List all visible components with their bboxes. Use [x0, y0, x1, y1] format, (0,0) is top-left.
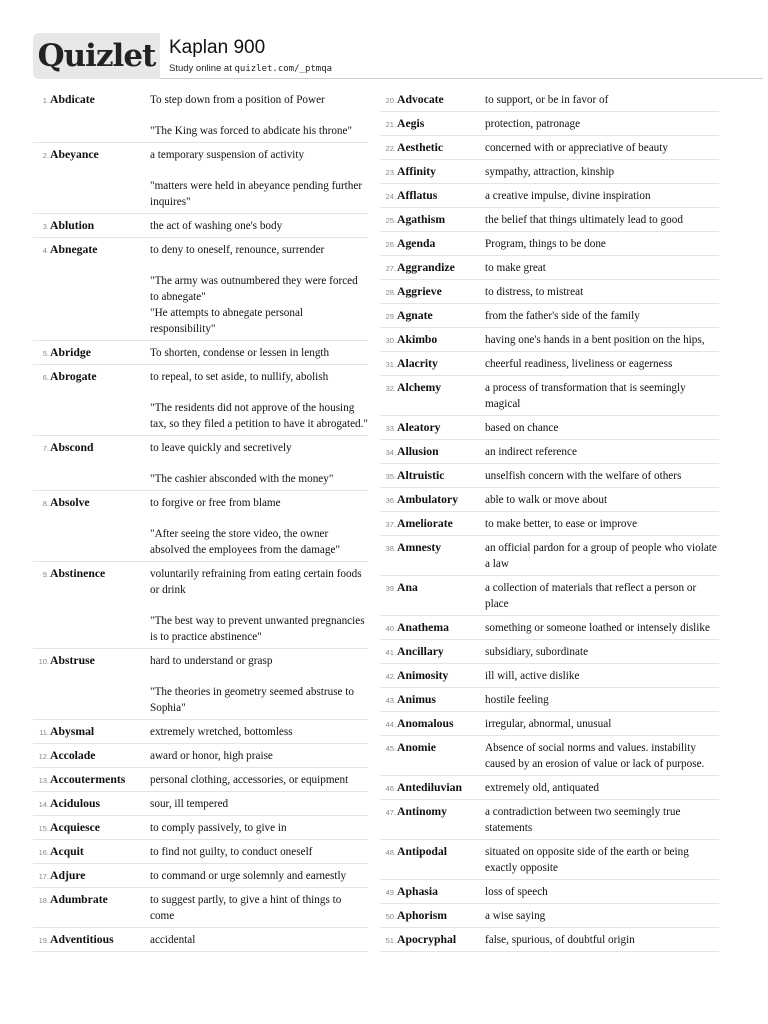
entry-definition: [150, 820, 368, 836]
definition-text: to deny to oneself, renounce, surrender: [150, 244, 325, 256]
definition-text: subsidiary, subordinate: [485, 646, 589, 658]
entry-number: 48.: [385, 848, 396, 857]
vocab-entry: [380, 488, 719, 512]
definition-text: To shorten, condense or lessen in length: [150, 347, 330, 359]
definition-text: from the father's side of the family: [485, 310, 640, 322]
vocab-entry: [380, 928, 719, 952]
definition-text: having one's hands in a bent position on the hips,: [485, 334, 705, 346]
example-sentence: "The residents did not approve of the housing tax, so they filed a petition to have it abrogated.": [150, 402, 368, 430]
entry-number: 15.: [38, 824, 49, 833]
entry-definition: [150, 92, 368, 139]
entry-term: Ablution: [50, 219, 95, 232]
entry-number: 37.: [385, 520, 396, 529]
vocab-entry: [380, 904, 719, 928]
entry-definition: [485, 844, 719, 876]
entry-definition: [485, 332, 719, 348]
set-title: Kaplan 900: [169, 37, 266, 58]
entry-term: Aphasia: [397, 885, 438, 898]
entry-number: 23.: [385, 168, 396, 177]
vocab-entry: [380, 840, 719, 880]
example-sentence: "The theories in geometry seemed abstruse to Sophia": [150, 686, 355, 714]
vocab-entry: [33, 816, 368, 840]
entry-definition: [485, 908, 719, 924]
entry-definition: [485, 932, 719, 948]
entry-number: 41.: [385, 648, 396, 657]
entry-definition: [150, 369, 368, 432]
entry-number: 21.: [385, 120, 396, 129]
entry-number: 29.: [385, 312, 396, 321]
definition-text: the act of washing one's body: [150, 220, 283, 232]
definition-text: Absence of social norms and values. instability caused by an erosion of value or lack of purpose.: [485, 742, 705, 770]
definition-text: a process of transformation that is seemingly magical: [485, 382, 686, 410]
example-sentence: "The King was forced to abdicate his throne": [150, 125, 353, 137]
entry-number: 7.: [42, 444, 49, 453]
entry-definition: [485, 92, 719, 108]
entry-definition: [485, 356, 719, 372]
vocab-entry: [33, 88, 368, 143]
definition-text: false, spurious, of doubtful origin: [485, 934, 635, 946]
vocab-entry: [380, 136, 719, 160]
set-subtitle: [169, 63, 332, 74]
entry-term: Ana: [397, 581, 418, 594]
entry-definition: [485, 444, 719, 460]
entry-number: 25.: [385, 216, 396, 225]
definition-text: loss of speech: [485, 886, 548, 898]
entry-term: Abstruse: [50, 654, 95, 667]
entry-number: 51.: [385, 936, 396, 945]
vocab-entry: [380, 512, 719, 536]
example-sentence: "The cashier absconded with the money": [150, 473, 334, 485]
definition-text: concerned with or appreciative of beauty: [485, 142, 668, 154]
entry-definition: [485, 116, 719, 132]
vocab-entry: [33, 720, 368, 744]
quizlet-logo: [33, 33, 160, 79]
entry-term: Abstinence: [50, 567, 106, 580]
entry-term: Agnate: [397, 309, 433, 322]
entry-term: Akimbo: [397, 333, 438, 346]
entry-definition: [485, 284, 719, 300]
entry-number: 50.: [385, 912, 396, 921]
entry-definition: [150, 653, 368, 716]
vocab-entry: [33, 491, 368, 562]
definition-text: Program, things to be done: [485, 238, 606, 250]
entry-definition: [485, 188, 719, 204]
right-column: [380, 88, 719, 952]
entry-term: Aegis: [397, 117, 425, 130]
definition-text: situated on opposite side of the earth or being exactly opposite: [485, 846, 689, 874]
entry-term: Adjure: [50, 869, 86, 882]
entry-number: 9.: [42, 570, 49, 579]
definition-text: unselfish concern with the welfare of others: [485, 470, 682, 482]
definition-text: sour, ill tempered: [150, 798, 229, 810]
definition-text: to find not guilty, to conduct oneself: [150, 846, 313, 858]
definition-text: a collection of materials that reflect a person or place: [485, 582, 697, 610]
vocab-entry: [33, 744, 368, 768]
entry-definition: [150, 242, 368, 337]
definition-text: a wise saying: [485, 910, 546, 922]
definition-text: to leave quickly and secretively: [150, 442, 292, 454]
vocab-entry: [33, 436, 368, 491]
entry-definition: [485, 164, 719, 180]
entry-number: 35.: [385, 472, 396, 481]
entry-definition: [485, 260, 719, 276]
entry-term: Ameliorate: [397, 517, 453, 530]
entry-number: 27.: [385, 264, 396, 273]
entry-definition: [485, 692, 719, 708]
entry-definition: [485, 620, 719, 636]
definition-text: to support, or be in favor of: [485, 94, 609, 106]
entry-term: Alchemy: [397, 381, 442, 394]
vocab-entry: [380, 712, 719, 736]
entry-term: Antinomy: [397, 805, 448, 818]
vocab-entry: [380, 776, 719, 800]
vocab-entry: [380, 536, 719, 576]
entry-definition: [485, 420, 719, 436]
entry-definition: [485, 236, 719, 252]
definition-text: extremely wretched, bottomless: [150, 726, 293, 738]
logo-text: Quizlet: [37, 38, 156, 74]
vocab-entry: [380, 208, 719, 232]
definition-text: protection, patronage: [485, 118, 581, 130]
entry-number: 26.: [385, 240, 396, 249]
vocab-entry: [380, 328, 719, 352]
vocab-entry: [380, 664, 719, 688]
vocab-entry: [380, 184, 719, 208]
entry-number: 2.: [42, 151, 49, 160]
vocab-entry: [33, 341, 368, 365]
vocab-entry: [380, 688, 719, 712]
entry-term: Aggrandize: [397, 261, 455, 274]
entry-definition: [485, 668, 719, 684]
entry-number: 20.: [385, 96, 396, 105]
definition-text: a contradiction between two seemingly true statements: [485, 806, 681, 834]
entry-definition: [150, 844, 368, 860]
entry-number: 22.: [385, 144, 396, 153]
vocab-entry: [33, 864, 368, 888]
entry-number: 17.: [38, 872, 49, 881]
entry-definition: [150, 440, 368, 487]
entry-number: 24.: [385, 192, 396, 201]
entry-definition: [150, 932, 368, 948]
entry-number: 40.: [385, 624, 396, 633]
entry-number: 4.: [42, 246, 49, 255]
entry-number: 39.: [385, 584, 396, 593]
definition-text: an official pardon for a group of people who violate a law: [485, 542, 717, 570]
entry-term: Altruistic: [397, 469, 445, 482]
vocab-entry: [33, 143, 368, 214]
entry-definition: [485, 884, 719, 900]
entry-definition: [485, 540, 719, 572]
entry-definition: [150, 345, 368, 361]
vocab-entry: [380, 352, 719, 376]
entry-definition: [485, 468, 719, 484]
entry-definition: [485, 492, 719, 508]
vocab-entry: [380, 232, 719, 256]
definition-text: something or someone loathed or intensely dislike: [485, 622, 710, 634]
entry-term: Ambulatory: [397, 493, 459, 506]
entry-term: Accouterments: [50, 773, 126, 786]
entry-term: Aphorism: [397, 909, 448, 922]
entry-term: Anomie: [397, 741, 436, 754]
entry-definition: [150, 147, 368, 210]
vocab-entry: [33, 214, 368, 238]
definition-text: to repeal, to set aside, to nullify, abolish: [150, 371, 329, 383]
vocab-entry: [380, 440, 719, 464]
definition-text: irregular, abnormal, unusual: [485, 718, 612, 730]
vocab-entry: [33, 562, 368, 649]
vocab-entry: [380, 112, 719, 136]
entry-term: Affinity: [397, 165, 436, 178]
entry-term: Adumbrate: [50, 893, 108, 906]
vocab-entry: [380, 640, 719, 664]
entry-definition: [150, 868, 368, 884]
entry-number: 30.: [385, 336, 396, 345]
entry-definition: [485, 212, 719, 228]
definition-text: personal clothing, accessories, or equipment: [150, 774, 349, 786]
entry-term: Aleatory: [397, 421, 441, 434]
entry-number: 45.: [385, 744, 396, 753]
entry-term: Abeyance: [50, 148, 99, 161]
vocab-entry: [33, 238, 368, 341]
definition-text: award or honor, high praise: [150, 750, 273, 762]
example-sentence: "After seeing the store video, the owner absolved the employees from the damage": [150, 528, 341, 556]
entry-number: 47.: [385, 808, 396, 817]
entry-number: 19.: [38, 936, 49, 945]
definition-text: extremely old, antiquated: [485, 782, 600, 794]
page-header: [33, 33, 763, 79]
entry-number: 42.: [385, 672, 396, 681]
entry-term: Abysmal: [50, 725, 95, 738]
entry-term: Anathema: [397, 621, 449, 634]
entry-definition: [150, 892, 368, 924]
entry-term: Animosity: [397, 669, 449, 682]
definition-text: to command or urge solemnly and earnestly: [150, 870, 347, 882]
entry-number: 10.: [38, 657, 49, 666]
entry-definition: [150, 748, 368, 764]
entry-term: Afflatus: [397, 189, 438, 202]
entry-term: Apocryphal: [397, 933, 457, 946]
definition-text: to suggest partly, to give a hint of things to come: [150, 894, 342, 922]
example-sentence: "The army was outnumbered they were forced to abnegate" "He attempts to abnegate personal responsibility": [150, 275, 358, 335]
entry-number: 6.: [42, 373, 49, 382]
entry-definition: [150, 566, 368, 645]
entry-term: Antipodal: [397, 845, 448, 858]
entry-definition: [150, 218, 368, 234]
definition-text: to comply passively, to give in: [150, 822, 287, 834]
entry-definition: [485, 380, 719, 412]
entry-number: 43.: [385, 696, 396, 705]
entry-term: Aggrieve: [397, 285, 442, 298]
subtitle-url: quizlet.com/_ptmqa: [234, 64, 333, 74]
entry-term: Aesthetic: [397, 141, 444, 154]
entry-definition: [485, 140, 719, 156]
entry-definition: [485, 580, 719, 612]
definition-text: hard to understand or grasp: [150, 655, 273, 667]
definition-text: hostile feeling: [485, 694, 549, 706]
entry-term: Amnesty: [397, 541, 442, 554]
entry-number: 8.: [42, 499, 49, 508]
entry-term: Abridge: [50, 346, 91, 359]
entry-term: Abnegate: [50, 243, 98, 256]
definition-text: to make great: [485, 262, 546, 274]
entry-definition: [485, 804, 719, 836]
entry-number: 3.: [42, 222, 49, 231]
vocab-entry: [380, 88, 719, 112]
entry-number: 16.: [38, 848, 49, 857]
vocab-entry: [380, 464, 719, 488]
entry-number: 12.: [38, 752, 49, 761]
entry-term: Allusion: [397, 445, 439, 458]
entry-definition: [150, 495, 368, 558]
definition-text: able to walk or move about: [485, 494, 608, 506]
vocab-entry: [380, 576, 719, 616]
entry-number: 31.: [385, 360, 396, 369]
entry-term: Abscond: [50, 441, 94, 454]
vocab-entry: [33, 888, 368, 928]
entry-term: Abdicate: [50, 93, 95, 106]
entry-number: 11.: [39, 728, 49, 737]
entry-definition: [150, 796, 368, 812]
entry-number: 49.: [385, 888, 396, 897]
definition-text: based on chance: [485, 422, 559, 434]
example-sentence: "The best way to prevent unwanted pregnancies is to practice abstinence": [150, 615, 365, 643]
vocab-entry: [380, 800, 719, 840]
vocab-entry: [380, 616, 719, 640]
vocab-entry: [380, 416, 719, 440]
entry-number: 36.: [385, 496, 396, 505]
entry-number: 38.: [385, 544, 396, 553]
definition-text: a creative impulse, divine inspiration: [485, 190, 651, 202]
entry-term: Acidulous: [50, 797, 101, 810]
entry-number: 32.: [385, 384, 396, 393]
entry-number: 13.: [38, 776, 49, 785]
entry-term: Adventitious: [50, 933, 114, 946]
entry-number: 14.: [38, 800, 49, 809]
vocab-entry: [33, 792, 368, 816]
entry-number: 28.: [385, 288, 396, 297]
entry-term: Acquiesce: [50, 821, 100, 834]
entry-term: Ancillary: [397, 645, 444, 658]
entry-term: Agenda: [397, 237, 436, 250]
entry-term: Advocate: [397, 93, 444, 106]
definition-text: to forgive or free from blame: [150, 497, 281, 509]
entry-term: Antediluvian: [397, 781, 462, 794]
entry-definition: [485, 644, 719, 660]
entry-number: 33.: [385, 424, 396, 433]
entry-number: 18.: [38, 896, 49, 905]
entry-definition: [150, 772, 368, 788]
vocab-entry: [380, 280, 719, 304]
definition-text: sympathy, attraction, kinship: [485, 166, 615, 178]
definition-text: the belief that things ultimately lead to good: [485, 214, 683, 226]
vocab-entry: [33, 649, 368, 720]
entry-term: Acquit: [50, 845, 84, 858]
entry-term: Abrogate: [50, 370, 97, 383]
vocab-entry: [33, 365, 368, 436]
vocab-entry: [380, 736, 719, 776]
definition-text: cheerful readiness, liveliness or eagerness: [485, 358, 673, 370]
vocab-entry: [33, 840, 368, 864]
vocab-entry: [33, 928, 368, 952]
entry-term: Animus: [397, 693, 436, 706]
entry-term: Anomalous: [397, 717, 454, 730]
entry-number: 44.: [385, 720, 396, 729]
entry-term: Alacrity: [397, 357, 438, 370]
definition-text: to make better, to ease or improve: [485, 518, 638, 530]
entry-term: Agathism: [397, 213, 446, 226]
entry-term: Accolade: [50, 749, 96, 762]
vocab-entry: [380, 304, 719, 328]
definition-text: voluntarily refraining from eating certain foods or drink: [150, 568, 362, 596]
entry-definition: [485, 780, 719, 796]
left-column: [33, 88, 368, 952]
entry-number: 46.: [385, 784, 396, 793]
entry-term: Absolve: [50, 496, 90, 509]
vocab-entry: [380, 376, 719, 416]
vocab-entry: [380, 160, 719, 184]
definition-text: accidental: [150, 934, 196, 946]
entry-number: 1.: [42, 96, 49, 105]
entry-number: 5.: [42, 349, 49, 358]
definition-text: ill will, active dislike: [485, 670, 580, 682]
vocab-entry: [33, 768, 368, 792]
subtitle-prefix: Study online at: [169, 63, 232, 74]
definition-text: a temporary suspension of activity: [150, 149, 305, 161]
definition-text: an indirect reference: [485, 446, 577, 458]
entry-number: 34.: [385, 448, 396, 457]
vocab-entry: [380, 256, 719, 280]
entry-definition: [485, 740, 719, 772]
definition-text: To step down from a position of Power: [150, 94, 325, 106]
entry-definition: [485, 716, 719, 732]
vocab-entry: [380, 880, 719, 904]
header-divider: [160, 78, 763, 79]
example-sentence: "matters were held in abeyance pending further inquires": [150, 180, 363, 208]
entry-definition: [485, 516, 719, 532]
entry-definition: [150, 724, 368, 740]
entry-definition: [485, 308, 719, 324]
definition-text: to distress, to mistreat: [485, 286, 584, 298]
